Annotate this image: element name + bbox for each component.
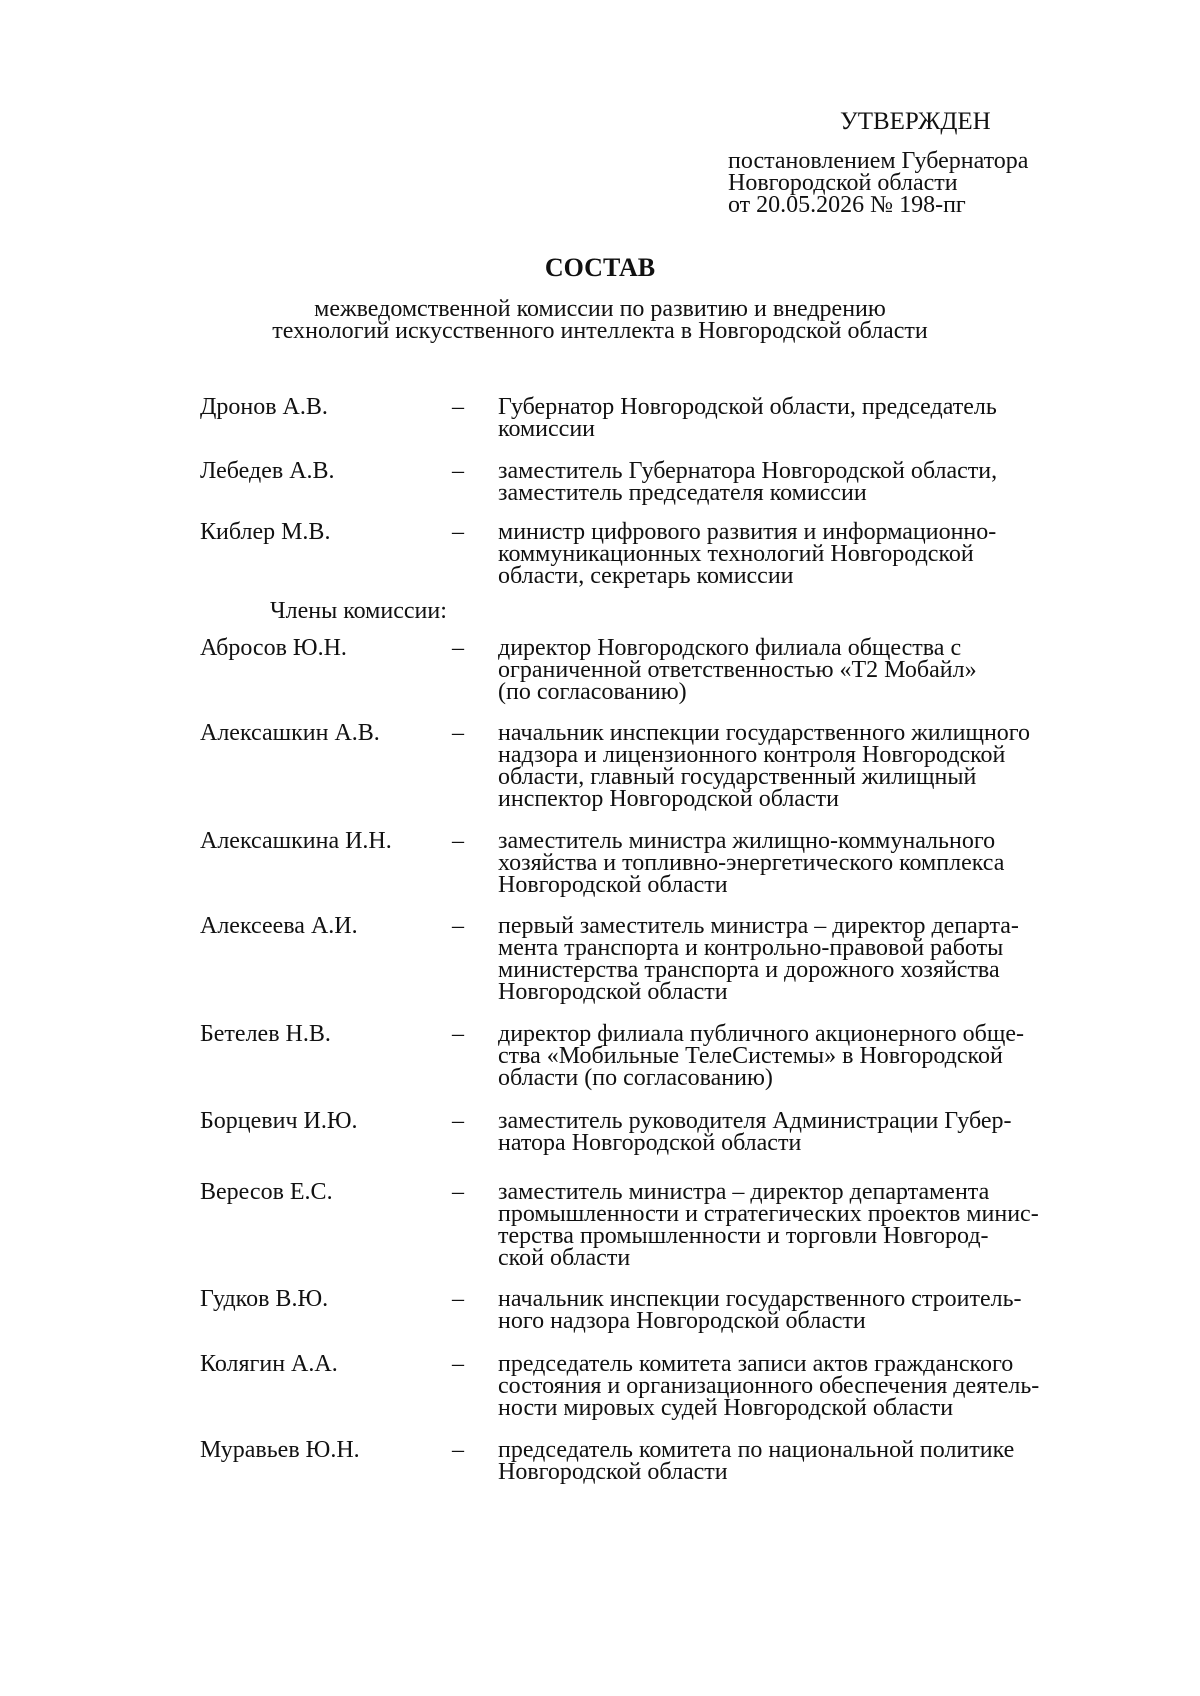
separator-dash: – — [452, 1179, 464, 1205]
role-line: директор филиала публичного акционерного обще- — [498, 1021, 1024, 1047]
member-role — [498, 1110, 1128, 1154]
document-title: СОСТАВ — [544, 253, 656, 282]
member-role — [498, 521, 1128, 587]
role-line: заместитель председателя комиссии — [498, 480, 867, 506]
role-line: (по согласованию) — [498, 679, 687, 705]
role-line: ограниченной ответственностью «Т2 Мобайл» — [498, 657, 977, 683]
role-line: ного надзора Новгородской области — [498, 1308, 866, 1334]
separator-dash: – — [452, 1351, 464, 1377]
separator-dash: – — [452, 720, 464, 746]
role-line: министерства транспорта и дорожного хозяйства — [498, 957, 1000, 983]
members-section-label: Члены комиссии: — [270, 598, 447, 624]
role-line: Губернатор Новгородской области, председатель — [498, 394, 997, 420]
member-role — [498, 637, 1128, 703]
role-line: хозяйства и топливно-энергетического комплекса — [498, 850, 1005, 876]
role-line: области, главный государственный жилищный — [498, 764, 977, 790]
member-role — [498, 460, 1128, 504]
separator-dash: – — [452, 1108, 464, 1134]
separator-dash: – — [452, 1021, 464, 1047]
role-line: начальник инспекции государственного строитель- — [498, 1286, 1022, 1312]
member-name: Абросов Ю.Н. — [200, 635, 347, 661]
member-role — [498, 1353, 1128, 1419]
member-name: Муравьев Ю.Н. — [200, 1437, 360, 1463]
member-name: Борцевич И.Ю. — [200, 1108, 358, 1134]
separator-dash: – — [452, 519, 464, 545]
separator-dash: – — [452, 1286, 464, 1312]
role-line: ства «Мобильные ТелеСистемы» в Новгородской — [498, 1043, 1003, 1069]
role-line: министр цифрового развития и информационно- — [498, 519, 997, 545]
member-name: Киблер М.В. — [200, 519, 331, 545]
role-line: директор Новгородского филиала общества с — [498, 635, 962, 661]
member-role — [498, 1023, 1128, 1089]
role-line: области (по согласованию) — [498, 1065, 773, 1091]
member-name: Вересов Е.С. — [200, 1179, 333, 1205]
member-role — [498, 396, 1128, 440]
role-line: области, секретарь комиссии — [498, 563, 794, 589]
member-name: Гудков В.Ю. — [200, 1286, 329, 1312]
role-line: ности мировых судей Новгородской области — [498, 1395, 954, 1421]
role-line: натора Новгородской области — [498, 1130, 802, 1156]
role-line: председатель комитета по национальной политике — [498, 1437, 1015, 1463]
role-line: надзора и лицензионного контроля Новгородской — [498, 742, 1006, 768]
separator-dash: – — [452, 458, 464, 484]
role-line: комиссии — [498, 416, 596, 442]
role-line: инспектор Новгородской области — [498, 786, 839, 812]
role-line: Новгородской области — [498, 979, 728, 1005]
role-line: заместитель министра – директор департамента — [498, 1179, 990, 1205]
member-role — [498, 830, 1128, 896]
separator-dash: – — [452, 913, 464, 939]
member-role — [498, 915, 1128, 1003]
separator-dash: – — [452, 635, 464, 661]
member-name: Алексеева А.И. — [200, 913, 358, 939]
subtitle-line: технологий искусственного интеллекта в Новгородской области — [272, 318, 928, 344]
role-line: состояния и организационного обеспечения деятель- — [498, 1373, 1040, 1399]
role-line: Новгородской области — [498, 872, 728, 898]
member-name: Алексашкина И.Н. — [200, 828, 392, 854]
role-line: председатель комитета записи актов гражданского — [498, 1351, 1014, 1377]
role-line: мента транспорта и контрольно-правовой работы — [498, 935, 1004, 961]
member-role — [498, 1288, 1128, 1332]
role-line: заместитель министра жилищно-коммунального — [498, 828, 996, 854]
role-line: промышленности и стратегических проектов минис- — [498, 1201, 1039, 1227]
role-line: терства промышленности и торговли Новгород- — [498, 1223, 989, 1249]
role-line: ской области — [498, 1245, 631, 1271]
member-name: Алексашкин А.В. — [200, 720, 380, 746]
role-line: заместитель руководителя Администрации Губер- — [498, 1108, 1012, 1134]
separator-dash: – — [452, 1437, 464, 1463]
separator-dash: – — [452, 828, 464, 854]
role-line: Новгородской области — [498, 1459, 728, 1485]
approval-line: от 20.05.2026 № 198-пг — [728, 192, 966, 218]
role-line: начальник инспекции государственного жилищного — [498, 720, 1031, 746]
role-line: первый заместитель министра – директор департа- — [498, 913, 1019, 939]
role-line: коммуникационных технологий Новгородской — [498, 541, 974, 567]
subtitle-line: межведомственной комиссии по развитию и внедрению — [314, 296, 886, 322]
separator-dash: – — [452, 394, 464, 420]
member-name: Лебедев А.В. — [200, 458, 335, 484]
member-name: Колягин А.А. — [200, 1351, 338, 1377]
member-name: Бетелев Н.В. — [200, 1021, 331, 1047]
approval-line: Новгородской области — [728, 170, 958, 196]
approval-heading: УТВЕРЖДЕН — [840, 108, 991, 135]
role-line: заместитель Губернатора Новгородской области, — [498, 458, 998, 484]
member-role — [498, 1181, 1128, 1269]
approval-line: постановлением Губернатора — [728, 148, 1029, 174]
member-name: Дронов А.В. — [200, 394, 328, 420]
member-role — [498, 1439, 1128, 1483]
member-role — [498, 722, 1128, 810]
